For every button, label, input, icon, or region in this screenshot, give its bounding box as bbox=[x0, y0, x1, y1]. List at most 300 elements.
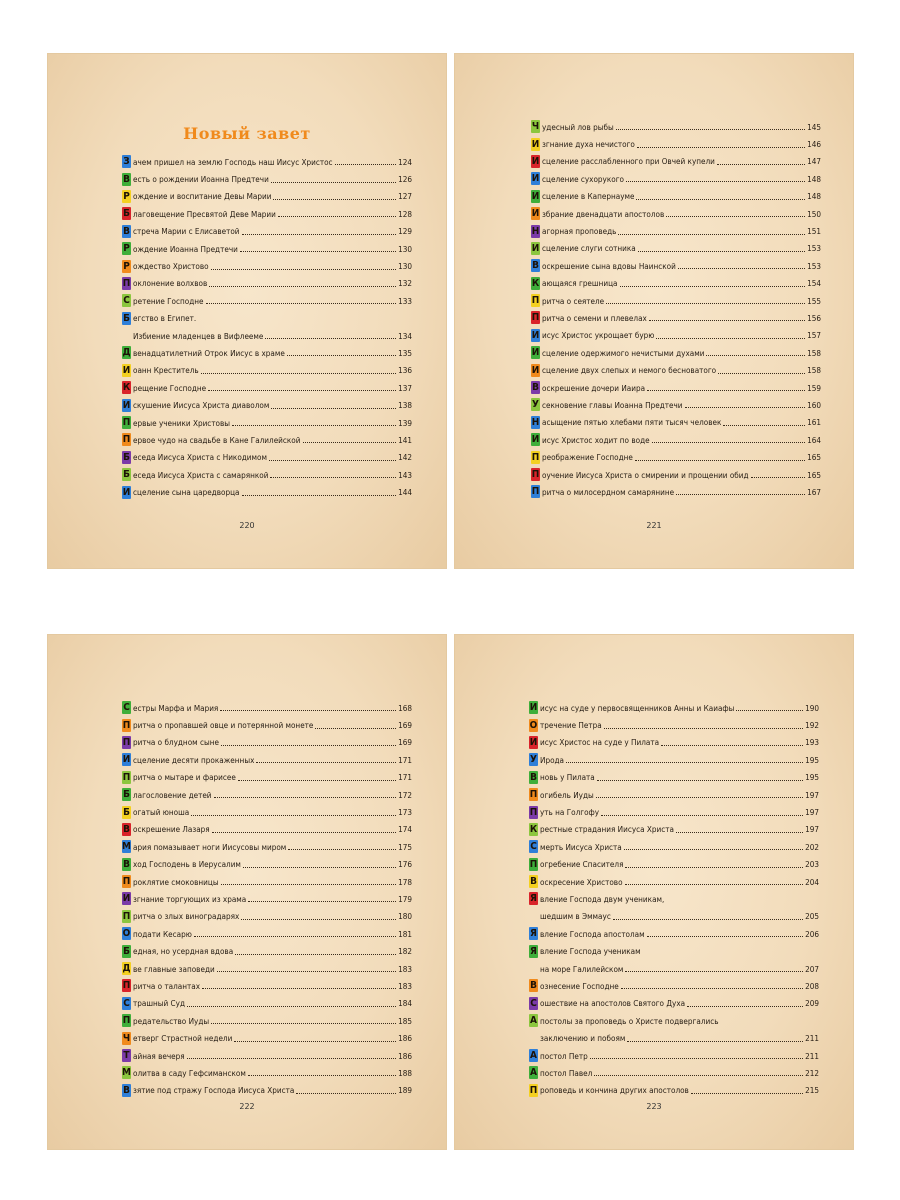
dot-leader bbox=[635, 460, 805, 461]
dot-leader bbox=[597, 780, 803, 781]
toc-entry-page: 127 bbox=[398, 191, 412, 202]
dot-leader bbox=[217, 971, 396, 972]
toc-entry bbox=[122, 856, 412, 873]
drop-cap-letter: С bbox=[530, 997, 537, 1009]
toc-entry-page: 206 bbox=[805, 928, 819, 939]
dot-leader bbox=[717, 164, 805, 165]
toc-entry-title: ождение Иоанна Предтечи bbox=[133, 243, 238, 254]
toc-entry-title: ария помазывает ноги Иисусовы миром bbox=[133, 841, 287, 852]
toc-entry-title: етверг Страстной недели bbox=[133, 1033, 233, 1044]
drop-cap-letter: А bbox=[530, 1067, 537, 1079]
dot-leader bbox=[269, 460, 396, 461]
toc-entry-page: 160 bbox=[807, 399, 821, 410]
dot-leader bbox=[194, 936, 396, 937]
toc-entry-title: огатый юноша bbox=[133, 807, 190, 818]
toc-entry bbox=[531, 309, 821, 326]
toc-entry bbox=[122, 786, 412, 803]
toc-entry-title: естры Марфа и Мария bbox=[133, 702, 219, 713]
dot-leader bbox=[621, 988, 803, 989]
drop-cap-letter: П bbox=[122, 876, 131, 888]
drop-cap-letter: И bbox=[531, 173, 540, 185]
drop-cap-letter: Ч bbox=[531, 121, 540, 133]
toc-entry-title: ритча о сеятеле bbox=[542, 295, 605, 306]
toc-entry-page: 138 bbox=[398, 400, 412, 411]
toc-entry-page: 171 bbox=[398, 754, 412, 765]
toc-entry-page: 211 bbox=[805, 1033, 819, 1044]
toc-entry bbox=[531, 379, 821, 396]
drop-cap-letter: В bbox=[123, 225, 130, 237]
drop-cap-letter: А bbox=[530, 1015, 537, 1027]
page-number: 223 bbox=[646, 1102, 662, 1111]
dot-leader bbox=[206, 303, 397, 304]
drop-cap-letter: М bbox=[122, 1067, 131, 1079]
dot-leader bbox=[201, 373, 396, 374]
drop-cap-letter: Я bbox=[530, 928, 537, 940]
toc-entry bbox=[529, 873, 819, 890]
toc-entry bbox=[529, 942, 819, 959]
dot-leader bbox=[214, 797, 397, 798]
drop-cap-letter: С bbox=[123, 295, 130, 307]
drop-cap-letter: П bbox=[122, 277, 131, 289]
toc-entry bbox=[531, 361, 821, 378]
dot-leader bbox=[718, 373, 805, 374]
toc-entry-title: лагословение детей bbox=[133, 789, 212, 800]
toc-entry bbox=[122, 838, 412, 855]
dot-leader bbox=[211, 1023, 396, 1024]
drop-cap-letter: В bbox=[123, 1084, 130, 1096]
toc-entry bbox=[529, 1012, 819, 1029]
dot-leader bbox=[238, 780, 396, 781]
toc-entry-title: ритча о злых виноградарях bbox=[133, 911, 240, 922]
drop-cap-letter: В bbox=[530, 980, 537, 992]
toc-entry-page: 155 bbox=[807, 295, 821, 306]
toc-entry-title: ождество Христово bbox=[133, 261, 209, 272]
toc-entry bbox=[122, 716, 412, 733]
toc-entry bbox=[122, 344, 412, 361]
toc-entry-page: 159 bbox=[807, 382, 821, 393]
toc-entry-title: мерть Иисуса Христа bbox=[540, 841, 622, 852]
drop-cap-letter: Р bbox=[123, 190, 130, 202]
drop-cap-letter: К bbox=[531, 277, 540, 289]
toc-entry-title: айная вечеря bbox=[133, 1050, 185, 1061]
toc-entry-title: ритча о блудном сыне bbox=[133, 737, 219, 748]
toc-entry-page: 176 bbox=[398, 859, 412, 870]
drop-cap-letter: У bbox=[532, 399, 539, 411]
toc-entry-title: удесный лов рыбы bbox=[542, 121, 614, 132]
dot-leader bbox=[661, 745, 803, 746]
drop-cap-letter: П bbox=[531, 469, 540, 480]
toc-list bbox=[122, 699, 412, 1099]
toc-entry bbox=[529, 925, 819, 942]
toc-entry bbox=[122, 995, 412, 1012]
toc-entry-page: 161 bbox=[807, 417, 821, 428]
toc-entry-page: 147 bbox=[807, 156, 821, 167]
drop-cap-letter: П bbox=[122, 736, 131, 748]
dot-leader bbox=[273, 199, 396, 200]
dot-leader bbox=[241, 919, 396, 920]
drop-cap-letter: Б bbox=[123, 945, 130, 957]
toc-entry-title: ритча о талантах bbox=[133, 980, 201, 991]
dot-leader bbox=[685, 407, 806, 408]
toc-entry-page: 173 bbox=[398, 807, 412, 818]
toc-entry bbox=[122, 431, 412, 448]
toc-entry-page: 181 bbox=[398, 928, 412, 939]
toc-entry-title: рестные страдания Иисуса Христа bbox=[540, 824, 674, 835]
toc-entry-page: 153 bbox=[807, 260, 821, 271]
toc-entry-title: Ирода bbox=[540, 754, 565, 765]
toc-entry-title: вление Господа ученикам bbox=[540, 946, 641, 957]
drop-cap-letter: П bbox=[529, 789, 538, 801]
toc-entry-page: 165 bbox=[807, 452, 821, 463]
toc-entry-title: ервые ученики Христовы bbox=[133, 417, 231, 428]
dot-leader bbox=[209, 286, 396, 287]
drop-cap-letter: Р bbox=[123, 243, 130, 255]
toc-entry bbox=[529, 1082, 819, 1099]
dot-leader bbox=[187, 1006, 396, 1007]
toc-entry bbox=[529, 821, 819, 838]
dot-leader bbox=[248, 901, 396, 902]
drop-cap-letter: Б bbox=[123, 806, 130, 818]
dot-leader bbox=[242, 495, 397, 496]
toc-entry bbox=[122, 396, 412, 413]
toc-list bbox=[122, 153, 412, 501]
toc-entry-title: оскрешение дочери Иаира bbox=[542, 382, 646, 393]
drop-cap-letter: Д bbox=[122, 347, 131, 359]
dot-leader bbox=[335, 164, 397, 165]
toc-entry-page: 139 bbox=[398, 417, 412, 428]
toc-entry-title: лаговещение Пресвятой Деве Марии bbox=[133, 208, 276, 219]
toc-entry bbox=[531, 153, 821, 170]
toc-entry-title: ождение и воспитание Девы Марии bbox=[133, 191, 272, 202]
toc-entry-title: агорная проповедь bbox=[542, 226, 617, 237]
toc-entry-title: егство в Египет. bbox=[133, 313, 197, 324]
dot-leader bbox=[191, 815, 396, 816]
dot-leader bbox=[235, 954, 396, 955]
toc-entry-page: 209 bbox=[805, 998, 819, 1009]
toc-entry-page: 169 bbox=[398, 737, 412, 748]
dot-leader bbox=[303, 442, 397, 443]
toc-entry-page: 158 bbox=[807, 365, 821, 376]
toc-entry-page: 165 bbox=[807, 469, 821, 480]
dot-leader bbox=[594, 1075, 803, 1076]
toc-entry bbox=[122, 873, 412, 890]
toc-entry-title: секновение главы Иоанна Предтечи bbox=[542, 399, 683, 410]
toc-entry-title: ритча о пропавшей овце и потерянной монете bbox=[133, 720, 314, 731]
dot-leader bbox=[242, 234, 397, 235]
dot-leader bbox=[613, 919, 803, 920]
toc-entry-page: 167 bbox=[807, 486, 821, 497]
toc-entry-page: 202 bbox=[805, 841, 819, 852]
dot-leader bbox=[647, 390, 805, 391]
toc-entry-page: 195 bbox=[805, 772, 819, 783]
toc-entry-title: згнание торгующих из храма bbox=[133, 893, 247, 904]
toc-entry bbox=[122, 188, 412, 205]
toc-entry-title: сцеление в Капернауме bbox=[542, 191, 635, 202]
toc-entry bbox=[531, 257, 821, 274]
toc-list bbox=[531, 118, 821, 501]
toc-entry-title: есть о рождении Иоанна Предтечи bbox=[133, 174, 269, 185]
dot-leader bbox=[221, 745, 396, 746]
dot-leader bbox=[652, 442, 806, 443]
dot-leader bbox=[625, 867, 803, 868]
toc-entry-title: олитва в саду Гефсиманском bbox=[133, 1067, 246, 1078]
dot-leader bbox=[618, 234, 805, 235]
toc-entry bbox=[122, 1082, 412, 1099]
drop-cap-letter: И bbox=[531, 208, 540, 220]
drop-cap-letter: Б bbox=[123, 469, 130, 481]
drop-cap-letter: И bbox=[122, 893, 131, 905]
toc-entry bbox=[531, 188, 821, 205]
drop-cap-letter: С bbox=[123, 702, 130, 714]
toc-entry-title: ающаяся грешница bbox=[542, 278, 618, 289]
toc-entry-title: сцеление сына царедворца bbox=[133, 487, 240, 498]
toc-entry-page: 144 bbox=[398, 487, 412, 498]
toc-entry-title: на море Галилейском bbox=[540, 963, 624, 974]
toc-entry-page: 186 bbox=[398, 1050, 412, 1061]
drop-cap-letter: И bbox=[531, 347, 540, 359]
toc-entry bbox=[122, 223, 412, 240]
toc-entry bbox=[531, 483, 821, 500]
toc-entry bbox=[531, 240, 821, 257]
toc-entry bbox=[531, 466, 821, 483]
drop-cap-letter: В bbox=[123, 823, 130, 835]
toc-entry-page: 135 bbox=[398, 347, 412, 358]
toc-entry bbox=[529, 856, 819, 873]
toc-entry-title: исус Христос на суде у Пилата bbox=[540, 737, 660, 748]
toc-entry-page: 175 bbox=[398, 841, 412, 852]
toc-entry-title: постол Петр bbox=[540, 1050, 588, 1061]
toc-entry bbox=[122, 379, 412, 396]
drop-cap-letter: Б bbox=[123, 208, 130, 220]
toc-entry-page: 207 bbox=[805, 963, 819, 974]
drop-cap-letter: Н bbox=[531, 225, 540, 237]
toc-entry-page: 124 bbox=[398, 156, 412, 167]
toc-entry-title: роповедь и кончина других апостолов bbox=[540, 1085, 689, 1096]
toc-entry-title: огребение Спасителя bbox=[540, 859, 624, 870]
toc-entry-title: еседа Иисуса Христа с самарянкой bbox=[133, 469, 269, 480]
toc-entry-title: уть на Голгофу bbox=[540, 807, 600, 818]
toc-entry-page: 212 bbox=[805, 1067, 819, 1078]
toc-entry bbox=[122, 960, 412, 977]
toc-entry-page: 184 bbox=[398, 998, 412, 1009]
drop-cap-letter: П bbox=[531, 451, 540, 463]
toc-entry-page: 126 bbox=[398, 174, 412, 185]
dot-leader bbox=[620, 286, 806, 287]
toc-entry-title: ошествие на апостолов Святого Духа bbox=[540, 998, 686, 1009]
toc-entry bbox=[529, 1029, 819, 1046]
dot-leader bbox=[723, 425, 805, 426]
dot-leader bbox=[624, 849, 803, 850]
toc-entry-page: 130 bbox=[398, 243, 412, 254]
dot-leader bbox=[278, 216, 396, 217]
toc-entry bbox=[529, 716, 819, 733]
toc-entry-page: 192 bbox=[805, 720, 819, 731]
toc-entry-title: рещение Господне bbox=[133, 382, 207, 393]
drop-cap-letter: Р bbox=[123, 260, 130, 272]
toc-entry-page: 197 bbox=[805, 789, 819, 800]
toc-entry bbox=[529, 699, 819, 716]
toc-entry-page: 193 bbox=[805, 737, 819, 748]
toc-entry-page: 169 bbox=[398, 720, 412, 731]
dot-leader bbox=[616, 129, 805, 130]
toc-entry bbox=[122, 1029, 412, 1046]
toc-entry-title: ачем пришел на землю Господь наш Иисус Христос bbox=[133, 156, 333, 167]
drop-cap-letter: В bbox=[530, 876, 537, 888]
toc-entry-title: трашный Суд bbox=[133, 998, 185, 1009]
toc-entry-title: оучение Иисуса Христа о смирении и прощении обид bbox=[542, 469, 749, 480]
dot-leader bbox=[566, 762, 803, 763]
toc-entry-page: 211 bbox=[805, 1050, 819, 1061]
toc-entry bbox=[529, 838, 819, 855]
dot-leader bbox=[265, 338, 396, 339]
toc-entry bbox=[122, 275, 412, 292]
toc-entry bbox=[531, 414, 821, 431]
dot-leader bbox=[248, 1075, 396, 1076]
drop-cap-letter: И bbox=[529, 736, 538, 748]
toc-entry bbox=[529, 786, 819, 803]
toc-entry-page: 171 bbox=[398, 772, 412, 783]
toc-entry bbox=[122, 292, 412, 309]
toc-entry bbox=[122, 449, 412, 466]
dot-leader bbox=[647, 936, 803, 937]
toc-entry-title: ретение Господне bbox=[133, 295, 204, 306]
dot-leader bbox=[234, 1041, 396, 1042]
toc-entry-title: редательство Иуды bbox=[133, 1015, 210, 1026]
toc-entry bbox=[531, 118, 821, 135]
drop-cap-letter: П bbox=[122, 910, 131, 922]
drop-cap-letter: И bbox=[122, 486, 131, 498]
drop-cap-letter: В bbox=[532, 260, 539, 272]
toc-entry-title: исус Христос ходит по воде bbox=[542, 434, 650, 445]
dot-leader bbox=[220, 710, 396, 711]
drop-cap-letter: К bbox=[529, 823, 538, 835]
drop-cap-letter: О bbox=[122, 928, 131, 940]
drop-cap-letter: К bbox=[122, 382, 131, 394]
toc-entry bbox=[529, 1064, 819, 1081]
drop-cap-letter: П bbox=[122, 417, 131, 429]
toc-entry bbox=[122, 769, 412, 786]
toc-entry-title: тречение Петра bbox=[540, 720, 602, 731]
page-number: 221 bbox=[646, 521, 662, 530]
toc-entry-page: 143 bbox=[398, 469, 412, 480]
dot-leader bbox=[676, 494, 805, 495]
toc-entry-title: ритча о семени и плевелах bbox=[542, 312, 647, 323]
toc-entry-title: исус Христос укрощает бурю bbox=[542, 330, 655, 341]
toc-entry-page: 215 bbox=[805, 1085, 819, 1096]
dot-leader bbox=[596, 797, 803, 798]
drop-cap-letter: Я bbox=[530, 945, 537, 957]
toc-entry-page: 134 bbox=[398, 330, 412, 341]
dot-leader bbox=[625, 884, 804, 885]
toc-entry-title: стреча Марии с Елисаветой bbox=[133, 226, 240, 237]
toc-entry bbox=[529, 977, 819, 994]
toc-entry bbox=[531, 431, 821, 448]
toc-entry-page: 183 bbox=[398, 980, 412, 991]
toc-entry bbox=[122, 1047, 412, 1064]
dot-leader bbox=[287, 355, 396, 356]
toc-entry-title: збрание двенадцати апостолов bbox=[542, 208, 665, 219]
dot-leader bbox=[601, 815, 803, 816]
drop-cap-letter: И bbox=[122, 754, 131, 766]
drop-cap-letter: И bbox=[531, 190, 540, 202]
dot-leader bbox=[221, 884, 397, 885]
toc-list bbox=[529, 699, 819, 1099]
toc-entry-title: сцеление двух слепых и немого бесноватого bbox=[542, 365, 717, 376]
toc-entry-page: 174 bbox=[398, 824, 412, 835]
drop-cap-letter: П bbox=[529, 1084, 538, 1096]
toc-entry-page: 142 bbox=[398, 452, 412, 463]
toc-entry bbox=[531, 135, 821, 152]
toc-entry-page: 157 bbox=[807, 330, 821, 341]
toc-entry-title: ознесение Господне bbox=[540, 980, 619, 991]
toc-entry-title: оскресение Христово bbox=[540, 876, 623, 887]
toc-entry-title: ход Господень в Иерусалим bbox=[133, 859, 241, 870]
toc-entry-page: 204 bbox=[805, 876, 819, 887]
toc-entry-page: 186 bbox=[398, 1033, 412, 1044]
dot-leader bbox=[288, 849, 396, 850]
toc-entry-page: 136 bbox=[398, 365, 412, 376]
dot-leader bbox=[626, 181, 805, 182]
dot-leader bbox=[751, 477, 806, 478]
toc-entry-title: оскрешение Лазаря bbox=[133, 824, 210, 835]
dot-leader bbox=[243, 867, 396, 868]
toc-entry bbox=[122, 362, 412, 379]
toc-entry bbox=[531, 170, 821, 187]
toc-entry-title: постол Павел bbox=[540, 1067, 593, 1078]
toc-entry-page: 154 bbox=[807, 278, 821, 289]
toc-entry bbox=[531, 292, 821, 309]
toc-entry-page: 168 bbox=[398, 702, 412, 713]
toc-entry bbox=[122, 908, 412, 925]
drop-cap-letter: И bbox=[531, 329, 540, 341]
drop-cap-letter: Ч bbox=[122, 1032, 131, 1044]
toc-entry-page: 137 bbox=[398, 382, 412, 393]
drop-cap-letter: П bbox=[122, 434, 131, 446]
toc-entry-page: 188 bbox=[398, 1067, 412, 1078]
toc-entry-title: зятие под стражу Господа Иисуса Христа bbox=[133, 1085, 295, 1096]
drop-cap-letter: Т bbox=[123, 1050, 130, 1061]
toc-entry-page: 164 bbox=[807, 434, 821, 445]
toc-entry bbox=[529, 769, 819, 786]
toc-entry-page: 145 bbox=[807, 121, 821, 132]
toc-entry bbox=[531, 327, 821, 344]
toc-entry-title: венадцатилетний Отрок Иисус в храме bbox=[133, 347, 285, 358]
toc-entry-title: вление Господа апостолам bbox=[540, 928, 645, 939]
drop-cap-letter: Н bbox=[531, 416, 540, 428]
drop-cap-letter: И bbox=[122, 399, 131, 411]
toc-entry-page: 172 bbox=[398, 789, 412, 800]
page-number: 220 bbox=[239, 521, 255, 530]
drop-cap-letter: Б bbox=[123, 789, 130, 801]
toc-entry-page: 179 bbox=[398, 893, 412, 904]
drop-cap-letter: П bbox=[529, 806, 538, 818]
toc-entry bbox=[122, 327, 412, 344]
page-number: 222 bbox=[239, 1102, 255, 1111]
dot-leader bbox=[211, 269, 396, 270]
drop-cap-letter: П bbox=[531, 486, 540, 498]
toc-entry bbox=[122, 977, 412, 994]
toc-entry bbox=[122, 734, 412, 751]
toc-entry-page: 205 bbox=[805, 911, 819, 922]
toc-entry-page: 185 bbox=[398, 1015, 412, 1026]
toc-entry-page: 146 bbox=[807, 139, 821, 150]
toc-entry-title: еседа Иисуса Христа с Никодимом bbox=[133, 452, 267, 463]
toc-page-223 bbox=[454, 634, 854, 1150]
dot-leader bbox=[590, 1058, 803, 1059]
toc-entry bbox=[122, 699, 412, 716]
toc-entry-title: новь у Пилата bbox=[540, 772, 595, 783]
toc-entry-page: 197 bbox=[805, 824, 819, 835]
